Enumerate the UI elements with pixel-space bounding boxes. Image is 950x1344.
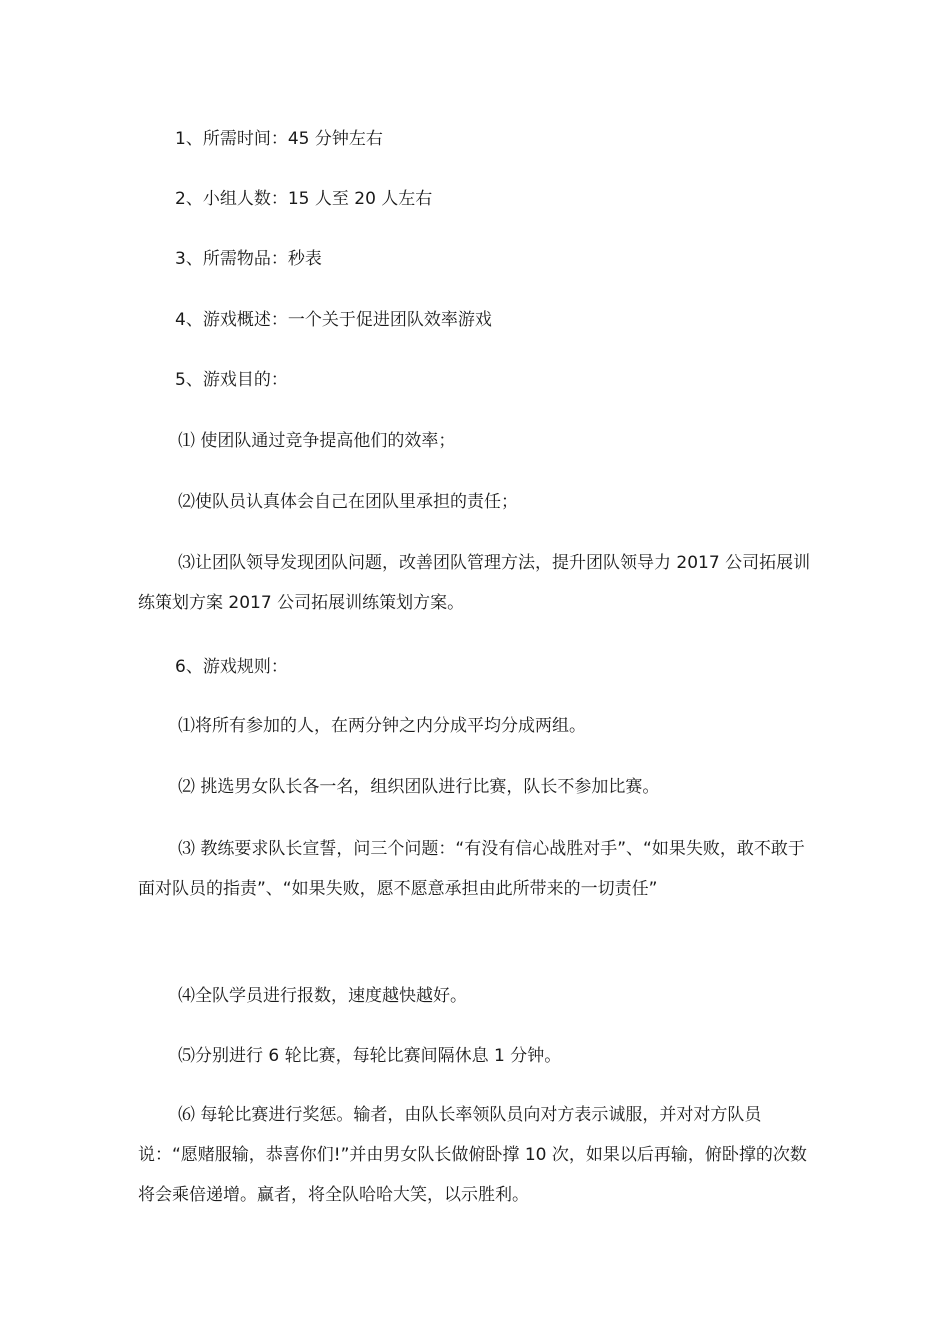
rule-1: ⑴将所有参加的人，在两分钟之内分成平均分成两组。 xyxy=(178,716,586,736)
goal-2: ⑵使队员认真体会自己在团队里承担的责任； xyxy=(178,492,518,512)
goal-3: ⑶让团队领导发现团队问题，改善团队管理方法，提升团队领导力 2017 公司拓展训练策划方案 2017 公司拓展训练策划方案。 xyxy=(138,553,811,613)
rule-4: ⑷全队学员进行报数，速度越快越好。 xyxy=(178,986,467,1006)
item-rules-heading: 6、游戏规则： xyxy=(175,657,288,677)
item-overview: 4、游戏概述：一个关于促进团队效率游戏 xyxy=(175,310,492,330)
goal-1: ⑴ 使团队通过竞争提高他们的效率； xyxy=(178,431,456,451)
rule-5: ⑸分别进行 6 轮比赛，每轮比赛间隔休息 1 分钟。 xyxy=(178,1046,562,1066)
item-group-size: 2、小组人数：15 人至 20 人左右 xyxy=(175,189,433,209)
item-materials: 3、所需物品：秒表 xyxy=(175,249,322,269)
item-time: 1、所需时间：45 分钟左右 xyxy=(175,129,383,149)
rule-2: ⑵ 挑选男女队长各一名，组织团队进行比赛，队长不参加比赛。 xyxy=(178,777,660,797)
rule-6: ⑹ 每轮比赛进行奖惩。输者，由队长率领队员向对方表示诚服，并对对方队员说：“愿赌服输，恭喜你们!”并由男女队长做俯卧撑 10 次，如果以后再输，俯卧撑的次数将会乘倍递增。赢者，将全队哈哈大笑，以示胜利。 xyxy=(138,1105,807,1205)
item-goals-heading: 5、游戏目的： xyxy=(175,370,288,390)
rule-3: ⑶ 教练要求队长宣誓，问三个问题：“有没有信心战胜对手”、“如果失败，敢不敢于面对队员的指责”、“如果失败，愿不愿意承担由此所带来的一切责任” xyxy=(138,839,805,899)
